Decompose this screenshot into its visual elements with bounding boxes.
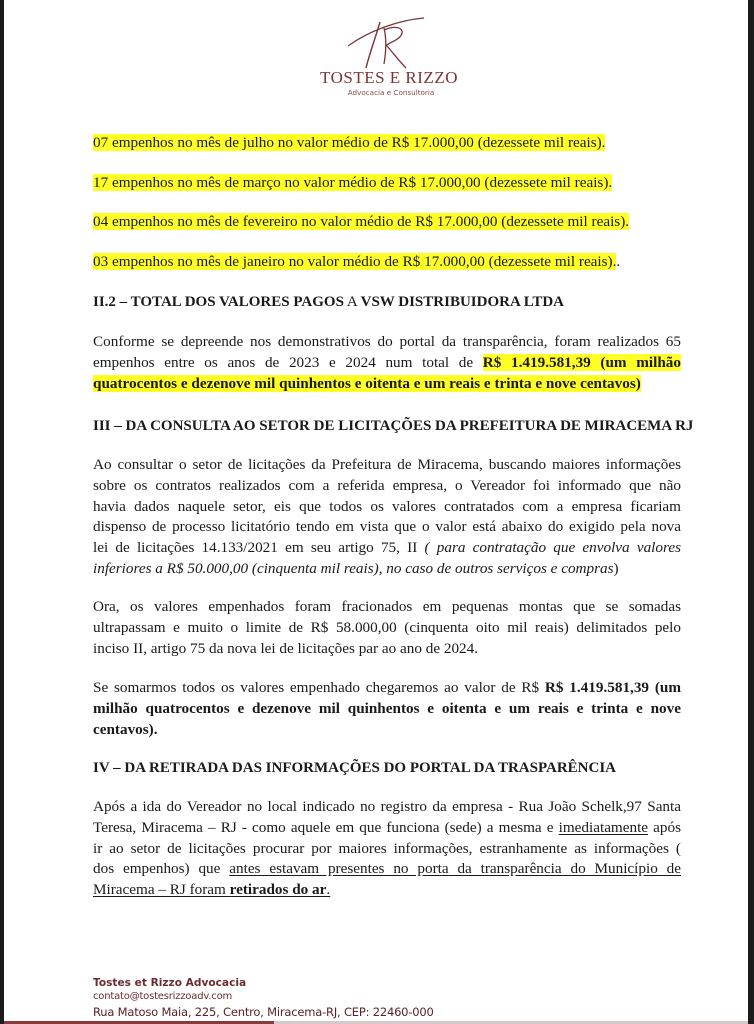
text-row: milhão quatrocentos e dezenove mil quinhentos e oitenta e um reais e trinta e nove bbox=[93, 699, 681, 717]
paragraph-licitacoes-consult bbox=[93, 455, 681, 580]
text-span: empenhos entre os anos de 2023 e 2024 num total de bbox=[93, 353, 483, 371]
firm-tagline: Advocacia e Consultoria bbox=[347, 88, 435, 97]
highlighted-amount: R$ 1.419.581,39 (um milhão bbox=[482, 353, 681, 371]
document-page bbox=[4, 0, 748, 1024]
text-row: Ora, os valores empenhados foram fracionados em pequenas montas que se somadas bbox=[93, 598, 681, 615]
italic-text: inferiores a R$ 50.000,00 (cinquenta mil reais), no caso de outros serviços e compras bbox=[93, 559, 614, 577]
trailing-dot: . bbox=[616, 253, 621, 270]
heading-part: A bbox=[343, 294, 361, 310]
paragraph-fractioned-values bbox=[93, 597, 681, 659]
text-row bbox=[93, 818, 681, 839]
text-span: lei de licitações 14.133/2021 em seu artigo 75, II bbox=[93, 539, 425, 557]
letterhead-logo bbox=[4, 0, 748, 110]
text-row bbox=[93, 538, 681, 559]
heading-part: II.2 – TOTAL DOS VALORES PAGOS bbox=[93, 294, 344, 310]
text-row: ultrapassam e muito o limite de R$ 58.000,00 (cinquenta oito mil reais) delimitados pelo bbox=[93, 618, 681, 636]
highlighted-text: 04 empenhos no mês de fevereiro no valor médio de R$ 17.000,00 (dezessete mil reais). bbox=[93, 213, 630, 230]
firm-name: TOSTES E RIZZO bbox=[320, 68, 458, 87]
text-span: Se somarmos todos os valores empenhado chegaremos ao valor de R$ bbox=[93, 679, 545, 696]
footer-email: contato@tostesrizzoadv.com bbox=[93, 991, 233, 1002]
empenho-line-february bbox=[93, 212, 629, 232]
underlined-text: Miracema – RJ foram bbox=[93, 881, 230, 899]
text-row bbox=[93, 374, 681, 395]
text-row: sobre os contratos realizados com a referida empresa, o Vereador foi informado que não bbox=[93, 476, 681, 494]
text-row: havia dados naquele setor, eis que todos os valores contratados com a empresa ficariam bbox=[93, 497, 681, 515]
text-row: inciso II, artigo 75 da nova lei de licitações par ao ano de 2024. bbox=[93, 639, 479, 657]
text-row: dispenso de processo licitatório tendo em vista que o valor está abaixo do exigido pela nova bbox=[93, 518, 681, 536]
underlined-text: imediatamente bbox=[558, 818, 649, 836]
paragraph-total-values bbox=[93, 332, 681, 394]
highlighted-text: 07 empenhos no mês de julho no valor médio de R$ 17.000,00 (dezessete mil reais). bbox=[93, 134, 606, 151]
underlined-text: antes estavam presentes no porta da transparência do Município de bbox=[229, 860, 681, 878]
footer-address: Rua Matoso Maia, 225, Centro, Miracema-RJ, CEP: 22460-000 bbox=[93, 1005, 434, 1019]
empenho-line-july bbox=[93, 133, 605, 153]
text-span: após bbox=[648, 818, 681, 836]
section-heading-iii: III – DA CONSULTA AO SETOR DE LICITAÇÕES DA PREFEITURA DE MIRACEMA RJ bbox=[93, 418, 694, 434]
text-row: Após a ida do Vereador no local indicado no registro da empresa - Rua João Schelk,97 Santa bbox=[93, 798, 681, 815]
footer-firm-name: Tostes et Rizzo Advocacia bbox=[93, 977, 247, 989]
text-row bbox=[93, 353, 681, 374]
underlined-bold-text: retirados do ar bbox=[229, 881, 327, 899]
bold-amount: R$ 1.419.581,39 (um bbox=[544, 679, 681, 696]
text-row: ir ao setor de licitações procurar por maiores informações, estranhamente as informações ( bbox=[93, 839, 681, 857]
heading-part: VSW DISTRIBUIDORA LTDA bbox=[360, 294, 565, 310]
highlighted-text: 17 empenhos no mês de março no valor médio de R$ 17.000,00 (dezessete mil reais). bbox=[93, 174, 613, 191]
text-row bbox=[93, 859, 681, 880]
paragraph-sum-values bbox=[93, 678, 681, 740]
tr-monogram-icon bbox=[340, 12, 430, 70]
section-heading-ii2 bbox=[93, 292, 564, 312]
text-row: Conforme se depreende nos demonstrativos do portal da transparência, foram realizados 65 bbox=[93, 333, 681, 350]
underlined-text: . bbox=[326, 881, 331, 899]
highlighted-text: 03 empenhos no mês de janeiro no valor médio de R$ 17.000,00 (dezessete mil reais). bbox=[93, 253, 617, 270]
text-row: Ao consultar o setor de licitações da Prefeitura de Miracema, buscando maiores informações bbox=[93, 456, 681, 473]
section-heading-iv: IV – DA RETIRADA DAS INFORMAÇÕES DO PORTAL DA TRASPARÊNCIA bbox=[93, 760, 617, 776]
text-span: dos empenhos) que bbox=[93, 860, 230, 878]
letterhead-footer bbox=[93, 976, 434, 1020]
empenho-line-january bbox=[93, 252, 620, 272]
empenho-line-march bbox=[93, 173, 612, 193]
highlighted-amount: quatrocentos e dezenove mil quinhentos e oitenta e um reais e trinta e nove centavos) bbox=[93, 374, 641, 392]
text-row bbox=[93, 678, 681, 699]
italic-text: ( para contratação que envolva valores bbox=[424, 539, 681, 557]
text-span: Teresa, Miracema – RJ - como aquele em que funciona (sede) a mesma e bbox=[93, 818, 559, 836]
text-row bbox=[93, 559, 681, 580]
paragraph-removed-info bbox=[93, 797, 681, 901]
text-span: ) bbox=[613, 559, 619, 577]
text-row bbox=[93, 880, 681, 901]
text-row: centavos). bbox=[93, 720, 158, 738]
